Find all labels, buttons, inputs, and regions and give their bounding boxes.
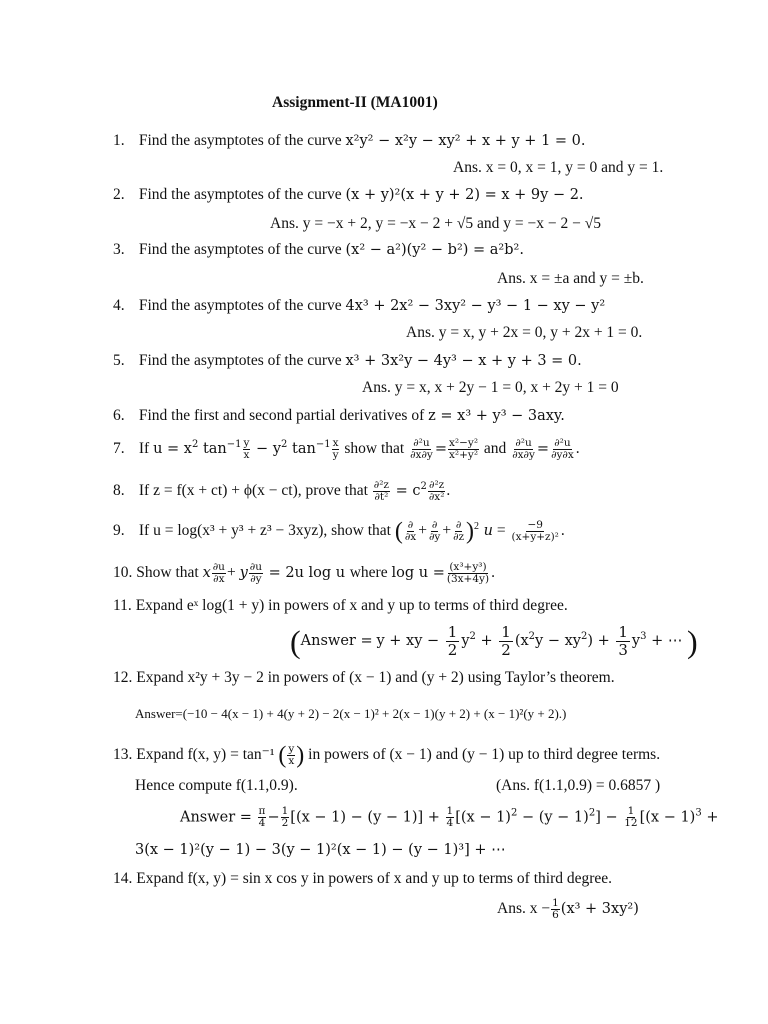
answer-3: Ans. x = ±a and y = ±b.	[497, 270, 644, 287]
question-11: 11. Expand eˣ log(1 + y) in powers of x and y up to terms of third degree.	[113, 597, 568, 614]
question-8: 8. If z = f(x + ct) + ϕ(x − ct), prove that $\frac{\text{∂²z}}{\text{∂t²}}$ = $c^2$ $\frac{\text{∂²z}}{\text{∂x²}}$ .	[113, 479, 451, 503]
answer-13: Answer = $\frac{\pi}{4}$ − $\frac{1}{2}$ [(x − 1) − (y − 1)] + $\frac{1}{4}$ $[(x - 1)^2 - (y - 1)^2]$ − $\frac{1}{12}$ [$(x - 1)^3$ +	[180, 805, 719, 829]
question-12: 12. Expand x²y + 3y − 2 in powers of (x − 1) and (y + 2) using Taylor’s theorem.	[113, 669, 615, 686]
question-9: 9. If u = log(x³ + y³ + z³ − 3xyz), show that ( ∂ ∂x + ∂ ∂y + ∂ ∂z )$^2$ u = $\frac{-9}{\text{(x+y+z)²}}$ .	[113, 518, 565, 545]
question-2: 2. Find the asymptotes of the curve (x + y)²(x + y + 2) = x + 9y − 2.	[113, 186, 584, 203]
answer-4: Ans. y = x, y + 2x = 0, y + 2x + 1 = 0.	[406, 324, 643, 341]
question-6: 6. Find the first and second partial derivatives of z = x³ + y³ − 3axy.	[113, 407, 565, 424]
page-title: Assignment-II (MA1001)	[272, 94, 438, 111]
answer-12: Answer=(−10 − 4(x − 1) + 4(y + 2) − 2(x − 1)² + 2(x − 1)(y + 2) + (x − 1)²(y + 2).)	[135, 706, 567, 721]
question-13: 13. Expand f(x, y) = tan⁻¹ ( $\frac{y}{x}$ ) in powers of (x − 1) and (y − 1) up to third degree terms.	[113, 742, 661, 769]
question-13-line2: Hence compute f(1.1,0.9).	[135, 777, 298, 794]
question-7: 7. If $u = x^2$ $\tan^{-1}$ $\frac{y}{x}$ − $y^2$ $\tan^{-1}$ $\frac{x}{y}$ show that $\frac{\text{∂²u}}{\partial x\partial y}$ = $\frac{\text{x²−y²}}{\text{x²+y²}}$ and $\frac{\text{∂²u}}{\partial x\partial y}$ = $\frac{\text{∂²u}}{\partial y\partial x}$ .	[113, 437, 580, 461]
question-5: 5. Find the asymptotes of the curve x³ + 3x²y − 4y³ − x + y + 3 = 0.	[113, 352, 582, 369]
question-10: 10. Show that x $\frac{\partial u}{\partial x}$ + y $\frac{\partial u}{\partial y}$ = 2u log u where log u = $\frac{\text{(x³+y³)}}{(3x+4y)}$ .	[113, 561, 495, 585]
answer-1: Ans. x = 0, x = 1, y = 0 and y = 1.	[453, 159, 664, 176]
answer-2: Ans. y = −x + 2, y = −x − 2 + √5 and y = −x − 2 − √5	[270, 215, 602, 232]
answer-5: Ans. y = x, x + 2y − 1 = 0, x + 2y + 1 = 0	[362, 379, 619, 396]
answer-13-line2: 3(x − 1)²(y − 1) − 3(y − 1)²(x − 1) − (y − 1)³] + ⋯	[135, 842, 506, 858]
question-14: 14. Expand f(x, y) = sin x cos y in powers of x and y up to terms of third degree.	[113, 870, 613, 887]
question-4: 4. Find the asymptotes of the curve 4x³ + 2x² − 3xy² − y³ − 1 − xy − y²	[113, 297, 606, 314]
answer-14: Ans. x − $\frac{1}{6}$ (x³ + 3xy²)	[497, 897, 639, 921]
question-1: 1. Find the asymptotes of the curve x²y² − x²y − xy² + x + y + 1 = 0.	[113, 132, 586, 149]
question-3: 3. Find the asymptotes of the curve (x² − a²)(y² − b²) = a²b².	[113, 241, 524, 258]
answer-13-inline: (Ans. f(1.1,0.9) = 0.6857 )	[496, 777, 661, 794]
answer-11: (Answer = y + xy − $\frac{1}{2}$ $y^2$ + $\frac{1}{2}$ $(x^2y - xy^2)$ + $\frac{1}{3}$ $y^3$ + ⋯ )	[290, 623, 698, 660]
